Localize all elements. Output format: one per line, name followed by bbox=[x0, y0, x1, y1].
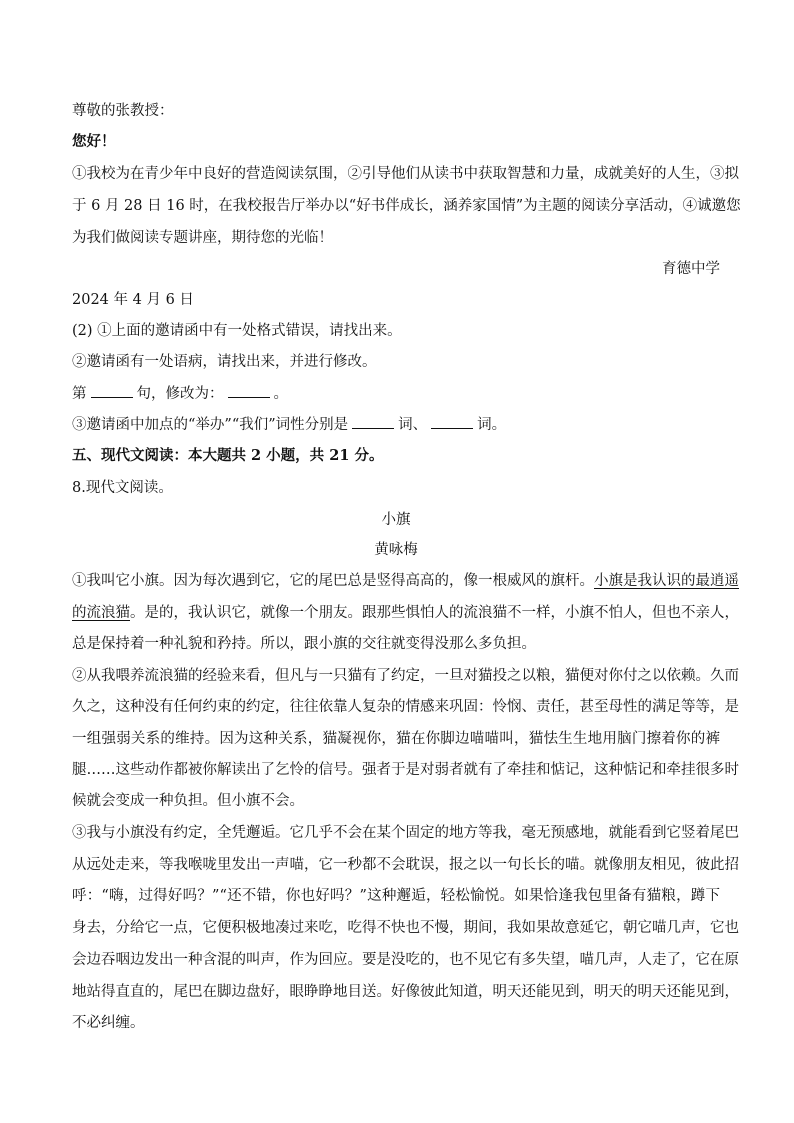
q2-3-mid: 词、 bbox=[398, 417, 428, 433]
answer-prefix: 第 bbox=[72, 386, 87, 402]
letter-signature: 育德中学 bbox=[662, 261, 720, 277]
article-title: 小旗 bbox=[381, 512, 411, 528]
article-p3-line: ③我与小旗没有约定，全凭邂逅。它几乎不会在某个固定的地方等我，毫无预感地，就能看到它竖着尾巴 bbox=[72, 825, 739, 841]
article-p2-line: 腿……这些动作都被你解读出了乞怜的信号。强者于是对弱者就有了牵挂和惦记，这种惦记和牵挂很多时 bbox=[72, 762, 739, 778]
letter-greeting: 您好！ bbox=[72, 133, 116, 150]
question-2-1: (2) ①上面的邀请函中有一处格式错误，请找出来。 bbox=[72, 323, 402, 339]
answer-blank-revision[interactable] bbox=[228, 383, 270, 398]
answer-suffix: 。 bbox=[273, 386, 288, 402]
answer-blank-sentence[interactable] bbox=[91, 383, 133, 398]
question-8: 8.现代文阅读。 bbox=[72, 480, 173, 496]
article-p3-line: 不必纠缠。 bbox=[72, 1015, 145, 1031]
article-p2-line: ②从我喂养流浪猫的经验来看，但凡与一只猫有了约定，一旦对猫投之以粮，猫便对你付之以依赖。久而 bbox=[72, 668, 739, 684]
p1-underlined-text: 小旗是我认识的最逍遥 bbox=[594, 573, 739, 589]
letter-salutation: 尊敬的张教授： bbox=[72, 103, 174, 119]
article-author: 黄咏梅 bbox=[374, 542, 418, 558]
article-p3-line: 呼：“嗨，过得好吗？”“还不错，你也好吗？”这种邂逅，轻松愉悦。如果恰逢我包里备有猫粮，蹲下 bbox=[72, 888, 720, 904]
letter-body-line: ①我校为在青少年中良好的营造阅读氛围，②引导他们从读书中获取智慧和力量，成就美好的人生，③拟 bbox=[72, 166, 739, 182]
article-p1-line bbox=[72, 603, 739, 623]
article-p3-line: 地站得直直的，尾巴在脚边盘好，眼睁睁地目送。好像彼此知道，明天还能见到，明天的明天还能见到， bbox=[72, 984, 739, 1000]
article-p2-line: 久之，这种没有任何约束的约定，往往依靠人复杂的情感来巩固：怜悯、责任，甚至母性的满足等等，是 bbox=[72, 699, 739, 715]
p1-text: ①我叫它小旗。因为每次遇到它，它的尾巴总是竖得高高的，像一根威风的旗杆。 bbox=[72, 573, 594, 589]
article-p1-line bbox=[72, 571, 739, 591]
question-2-3 bbox=[72, 414, 720, 435]
question-2-2-answer bbox=[72, 383, 720, 404]
letter-body-line: 于 6 月 28 日 16 时，在我校报告厅举办以“好书伴成长，涵养家国情”为主题的阅读分享活动，④诚邀您 bbox=[72, 198, 741, 214]
article-p3-line: 从远处走来，等我喉咙里发出一声喵，它一秒都不会耽误，报之以一句长长的喵。就像朋友相见，彼此招 bbox=[72, 857, 739, 873]
section-heading: 五、现代文阅读：本大题共 2 小题，共 21 分。 bbox=[72, 447, 384, 464]
letter-body-line: 为我们做阅读专题讲座，期待您的光临！ bbox=[72, 230, 333, 246]
answer-blank-pos-1[interactable] bbox=[352, 414, 394, 429]
article-p3-line: 会边吞咽边发出一种含混的叫声，作为回应。要是没吃的，也不见它有多失望，喵几声，人走了，它在原 bbox=[72, 952, 739, 968]
p1-underlined-text: 的流浪猫 bbox=[72, 605, 130, 621]
answer-blank-pos-2[interactable] bbox=[431, 414, 473, 429]
letter-date: 2024 年 4 月 6 日 bbox=[72, 292, 194, 308]
q2-3-suffix: 词。 bbox=[477, 417, 507, 433]
article-p2-line: 候就会变成一种负担。但小旗不会。 bbox=[72, 793, 304, 809]
question-2-2: ②邀请函有一处语病，请找出来，并进行修改。 bbox=[72, 354, 377, 370]
article-p1-line: 总是保持着一种礼貌和矜持。所以，跟小旗的交往就变得没那么多负担。 bbox=[72, 636, 536, 652]
answer-mid: 句，修改为： bbox=[136, 386, 224, 402]
p1-text: 。是的，我认识它，就像一个朋友。跟那些惧怕人的流浪猫不一样，小旗不怕人，但也不亲人， bbox=[130, 605, 739, 621]
article-p3-line: 身去，分给它一点，它便积极地凑过来吃，吃得不快也不慢，期间，我如果故意延它，朝它喵几声，它也 bbox=[72, 920, 739, 936]
q2-3-prefix: ③邀请函中加点的“举办”“我们”词性分别是 bbox=[72, 417, 349, 433]
article-p2-line: 一组强弱关系的维持。因为这种关系，猫凝视你，猫在你脚边喵喵叫，猫怯生生地用脑门擦着你的裤 bbox=[72, 731, 720, 747]
